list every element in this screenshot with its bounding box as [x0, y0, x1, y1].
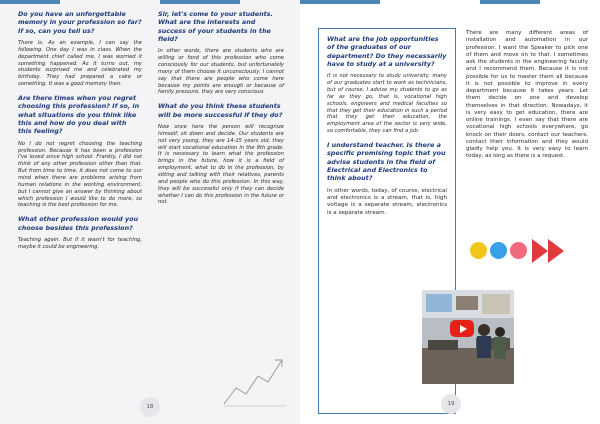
question-heading: What other profession would you choose besides this profession? — [18, 215, 139, 232]
question-heading: Are there times when you regret choosing this profession? If so, in what situations do you think like this and how do you deal with this feeling? — [18, 94, 140, 136]
right-column — [466, 30, 588, 167]
question-heading: What do you think these students will be more successful if they do? — [158, 102, 283, 119]
left-column-1 — [18, 10, 142, 257]
box-column — [327, 35, 447, 223]
answer-text: There is. As an example, I can say the following. One day I was in class. When the department chief called me, I was worried it something happened. As it turns out, my students surprised me and celebrated my birthday. They had prepared a cake or something. It was a good memory then. — [18, 39, 142, 88]
page-accent-bar — [160, 0, 240, 4]
answer-text: Now once here the person will recognize himself, sit down and decide. Our students are not very young, they are 14-15 years old, they will start vocational education in the 9th grade. It is necessary to learn what the profession brings in the future, how it is a field of employment, what to do in the profession, by sitting and talking with their relatives, parents and people who do this profession. In this way, they will be successful only if they can decide whether I can do this profession in the future or not. — [158, 123, 284, 206]
chevron-right-icon — [548, 239, 564, 263]
chevron-right-icon — [532, 239, 548, 263]
classroom-photo — [422, 290, 514, 384]
blue-dot-icon — [490, 242, 507, 259]
page-number: 18 — [140, 397, 160, 417]
answer-text: In other words, there are students who are willing or fond of this profession who come consciously for our students, but unfortunately many of them choose it unconsciously. I cannot say that there are people who come here because my points are enough or because of family pressure, they are very conscious — [158, 48, 284, 96]
answer-text: Teaching again. But if it wasn't for teaching, maybe it could be engineering. — [18, 236, 142, 250]
page-accent-bar — [300, 0, 380, 4]
answer-text: It is not necessary to study university, many of our graduates start to work as technicians, but of course, I advise my students to go as far as they go, that is, vocational high schools, engineers and medical faculties so that they get their education in such a period that they get their education, the employment area of the sector is very wide, so comfortable, they can find a job. — [327, 73, 447, 135]
video-thumbnail[interactable] — [422, 290, 514, 384]
question-heading: What are the job opportunities of the graduates of our department? Do they necessarily have to study at a university? — [327, 35, 447, 68]
page-accent-bar — [480, 0, 540, 4]
answer-text: There are many different areas of installation and automation in our profession. I want the Speaker to pick one of them and move on to that. I sometimes ask the students in the engineering faculty and I recommend them. Because it is not possible for us to master them all because it is not possible to improve in every department because it takes years. Let them decide on one and develop themselves in that direction. Nowadays, it is very easy to get education, there are online trainings. I even say that there are vocational high schools everywhere, go knock on their doors, contact our teachers, contact their information and they would gladly help you. It is very easy to learn today, as long as there is a request. — [466, 30, 588, 160]
pink-dot-icon — [510, 242, 527, 259]
trend-arrow-doodle — [220, 348, 290, 410]
youtube-play-icon[interactable] — [450, 320, 474, 337]
page-number: 19 — [441, 394, 461, 414]
question-heading: I understand teacher. Is there a specific promising topic that you advise students in the field of Electrical and Electronics to think about? — [327, 141, 446, 183]
yellow-dot-icon — [470, 242, 487, 259]
question-heading: Sir, let's come to your students. What are the interests and success of your students in the field? — [158, 10, 273, 43]
page-accent-bar — [0, 0, 60, 4]
left-column-2 — [158, 10, 284, 212]
answer-text: No I do not regret choosing the teaching profession. Because it has been a profession I've loved since high school. Frankly, I did not think of any other profession other than that. But from time to time, it does not come to our mind when there are problems arising from human relations in the working environment, but I cannot give an answer by thinking about which profession I would like to do more, so teaching is the best profession for me. — [18, 140, 142, 209]
answer-text: In other words, today, of course, electrical and electronics is a stream, that is, high voltage is a separate stream, electronics is a separate stream. — [327, 187, 447, 216]
question-heading: Do you have an unforgettable memory in your profession so far? If so, can you tell us? — [18, 10, 142, 35]
